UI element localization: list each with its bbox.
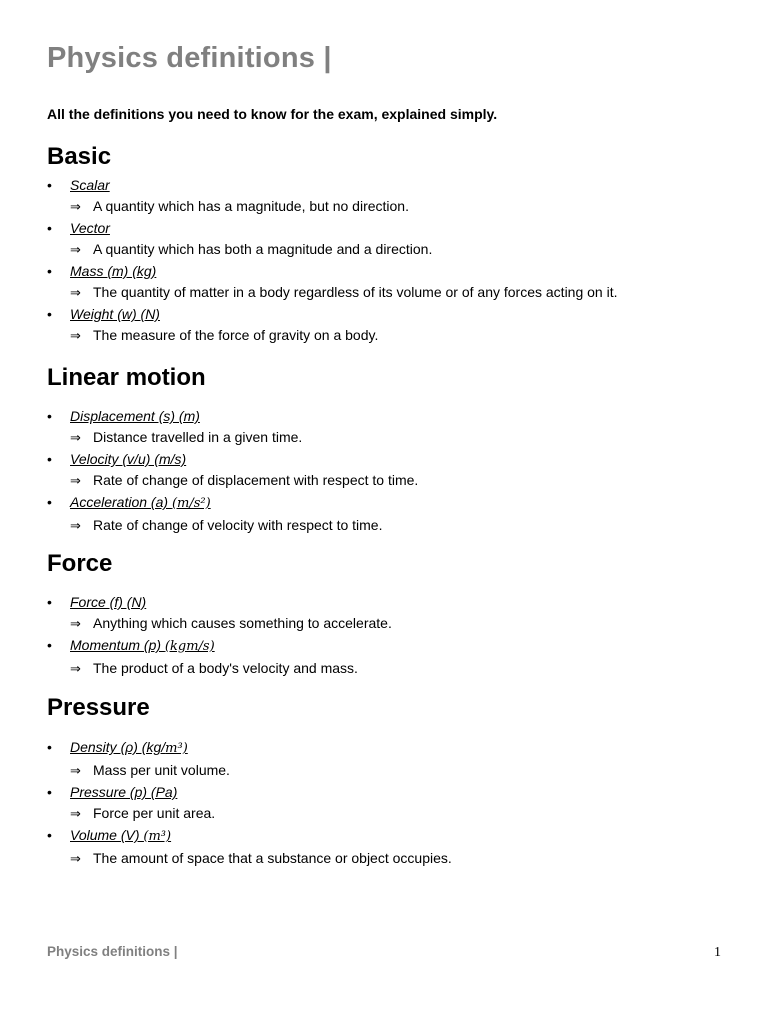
bullet-icon: •	[47, 220, 52, 236]
bullet-icon: •	[47, 263, 52, 279]
implies-arrow-icon: ⇒	[70, 661, 81, 677]
document-title: Physics definitions |	[47, 42, 332, 74]
definition-text: ⇒ Anything which causes something to accelerate.	[47, 613, 727, 636]
section-heading: Force	[47, 550, 113, 577]
list-item	[47, 635, 727, 680]
implies-arrow-icon: ⇒	[70, 851, 81, 867]
bullet-icon: •	[47, 637, 52, 653]
implies-arrow-icon: ⇒	[70, 199, 81, 215]
definition-text: ⇒ Mass per unit volume.	[47, 760, 727, 783]
definition-list	[47, 737, 727, 870]
term-label: Velocity (v/u) (m/s)	[70, 451, 187, 467]
definition-text: ⇒ Force per unit area.	[47, 803, 727, 826]
term-label: Weight (w) (N)	[70, 306, 160, 322]
bullet-icon: •	[47, 827, 52, 843]
implies-arrow-icon: ⇒	[70, 473, 81, 489]
section-heading: Linear motion	[47, 364, 206, 391]
definition-text: ⇒ A quantity which has a magnitude, but no direction.	[47, 196, 727, 219]
section-linear-motion	[47, 363, 727, 537]
bullet-icon: •	[47, 494, 52, 510]
implies-arrow-icon: ⇒	[70, 242, 81, 258]
term-label: Volume (V) (m³)	[70, 827, 172, 844]
list-item	[47, 261, 727, 304]
bullet-icon: •	[47, 739, 52, 755]
list-item	[47, 449, 727, 492]
term-label: Scalar	[70, 177, 110, 193]
definition-text: ⇒ A quantity which has both a magnitude and a direction.	[47, 239, 727, 262]
list-item	[47, 592, 727, 635]
implies-arrow-icon: ⇒	[70, 616, 81, 632]
bullet-icon: •	[47, 784, 52, 800]
term-label: Displacement (s) (m)	[70, 408, 200, 424]
implies-arrow-icon: ⇒	[70, 518, 81, 534]
implies-arrow-icon: ⇒	[70, 430, 81, 446]
term-label: Force (f) (N)	[70, 594, 147, 610]
definition-list	[47, 592, 727, 680]
implies-arrow-icon: ⇒	[70, 328, 81, 344]
bullet-icon: •	[47, 408, 52, 424]
section-pressure	[47, 693, 727, 870]
definition-text: ⇒ Distance travelled in a given time.	[47, 427, 727, 450]
term-label: Momentum (p) (kgm/s)	[70, 637, 215, 654]
implies-arrow-icon: ⇒	[70, 285, 81, 301]
page-number: 1	[714, 945, 721, 960]
footer-title: Physics definitions |	[47, 944, 178, 959]
list-item	[47, 782, 727, 825]
definition-text: ⇒ The quantity of matter in a body regardless of its volume or of any forces acting on it.	[47, 282, 727, 305]
list-item	[47, 406, 727, 449]
section-heading: Basic	[47, 143, 112, 170]
section-basic	[47, 142, 727, 347]
list-item	[47, 175, 727, 218]
definition-list	[47, 406, 727, 537]
term-label: Vector	[70, 220, 110, 236]
list-item	[47, 304, 727, 347]
list-item	[47, 737, 727, 782]
bullet-icon: •	[47, 306, 52, 322]
bullet-icon: •	[47, 451, 52, 467]
section-force	[47, 549, 727, 680]
list-item	[47, 825, 727, 870]
list-item	[47, 218, 727, 261]
definition-text: ⇒ The product of a body's velocity and mass.	[47, 658, 727, 681]
bullet-icon: •	[47, 177, 52, 193]
definition-text: ⇒ Rate of change of displacement with respect to time.	[47, 470, 727, 493]
implies-arrow-icon: ⇒	[70, 806, 81, 822]
list-item	[47, 492, 727, 537]
term-label: Density (ρ) (kg/m³)	[70, 739, 188, 756]
definition-text: ⇒ The measure of the force of gravity on a body.	[47, 325, 727, 348]
document-subtitle: All the definitions you need to know for the exam, explained simply.	[47, 106, 498, 122]
term-label: Mass (m) (kg)	[70, 263, 157, 279]
term-label: Pressure (p) (Pa)	[70, 784, 178, 800]
definition-text: ⇒ The amount of space that a substance or object occupies.	[47, 848, 727, 871]
definition-list	[47, 175, 727, 347]
definition-text: ⇒ Rate of change of velocity with respect to time.	[47, 515, 727, 538]
term-label: Acceleration (a) (m/s²)	[70, 494, 211, 511]
section-heading: Pressure	[47, 694, 150, 721]
implies-arrow-icon: ⇒	[70, 763, 81, 779]
bullet-icon: •	[47, 594, 52, 610]
